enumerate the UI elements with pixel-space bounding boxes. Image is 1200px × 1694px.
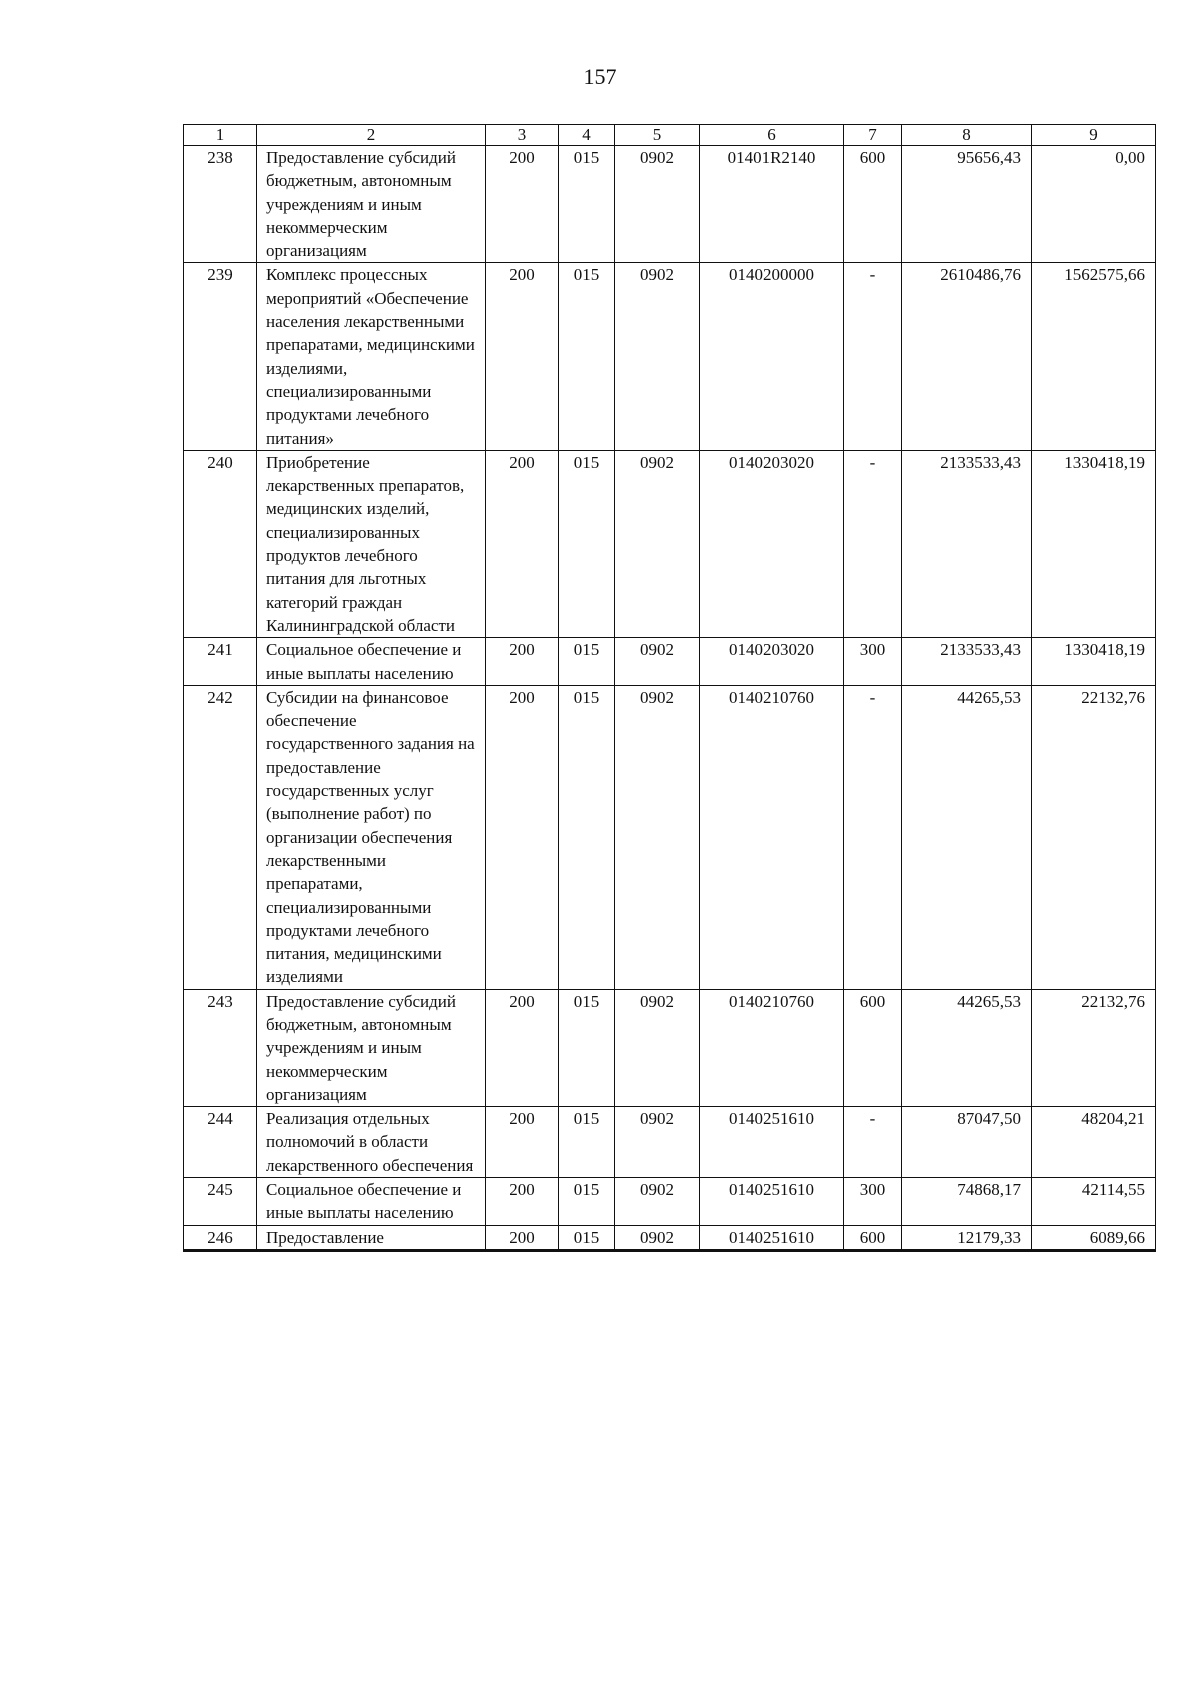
subsection-code-cell: 0902 <box>615 1178 700 1226</box>
section-code-cell: 015 <box>559 638 615 686</box>
executed-amount-cell: 1562575,66 <box>1032 263 1156 450</box>
executed-amount-cell: 42114,55 <box>1032 1178 1156 1226</box>
subsection-code-cell: 0902 <box>615 1225 700 1250</box>
target-article-cell: 0140251610 <box>700 1225 844 1250</box>
target-article-cell: 01401R2140 <box>700 146 844 263</box>
item-name-cell: Реализация отдельных полномочий в области лекарственного обеспечения <box>257 1107 486 1178</box>
section-code-cell: 015 <box>559 685 615 989</box>
executed-amount-cell: 1330418,19 <box>1032 638 1156 686</box>
subsection-code-cell: 0902 <box>615 263 700 450</box>
row-number-cell: 245 <box>184 1178 257 1226</box>
column-header: 6 <box>700 125 844 146</box>
ministry-code-cell: 200 <box>486 1107 559 1178</box>
planned-amount-cell: 95656,43 <box>902 146 1032 263</box>
item-name-cell: Комплекс процессных мероприятий «Обеспечение населения лекарственными препаратами, медицинскими изделиями, специализированными продуктами лечебного питания» <box>257 263 486 450</box>
planned-amount-cell: 44265,53 <box>902 685 1032 989</box>
page-number: 157 <box>583 64 617 89</box>
table-row <box>184 263 1156 450</box>
section-code-cell: 015 <box>559 1107 615 1178</box>
column-header: 8 <box>902 125 1032 146</box>
executed-amount-cell: 48204,21 <box>1032 1107 1156 1178</box>
column-header: 7 <box>844 125 902 146</box>
expense-type-cell: - <box>844 450 902 637</box>
table-header-row <box>184 125 1156 146</box>
table-row <box>184 989 1156 1106</box>
planned-amount-cell: 2610486,76 <box>902 263 1032 450</box>
item-name-cell: Социальное обеспечение и иные выплаты населению <box>257 1178 486 1226</box>
row-number-cell: 243 <box>184 989 257 1106</box>
column-header: 3 <box>486 125 559 146</box>
ministry-code-cell: 200 <box>486 263 559 450</box>
section-code-cell: 015 <box>559 450 615 637</box>
column-header: 1 <box>184 125 257 146</box>
section-code-cell: 015 <box>559 989 615 1106</box>
column-header: 9 <box>1032 125 1156 146</box>
table-row <box>184 638 1156 686</box>
subsection-code-cell: 0902 <box>615 685 700 989</box>
target-article-cell: 0140203020 <box>700 638 844 686</box>
row-number-cell: 244 <box>184 1107 257 1178</box>
target-article-cell: 0140210760 <box>700 685 844 989</box>
item-name-cell: Предоставление субсидий бюджетным, автономным учреждениям и иным некоммерческим организациям <box>257 989 486 1106</box>
expense-type-cell: 600 <box>844 146 902 263</box>
target-article-cell: 0140200000 <box>700 263 844 450</box>
target-article-cell: 0140251610 <box>700 1107 844 1178</box>
executed-amount-cell: 22132,76 <box>1032 989 1156 1106</box>
section-code-cell: 015 <box>559 1225 615 1250</box>
planned-amount-cell: 2133533,43 <box>902 450 1032 637</box>
expense-type-cell: - <box>844 1107 902 1178</box>
table-row <box>184 146 1156 263</box>
column-header: 5 <box>615 125 700 146</box>
planned-amount-cell: 74868,17 <box>902 1178 1032 1226</box>
subsection-code-cell: 0902 <box>615 146 700 263</box>
ministry-code-cell: 200 <box>486 685 559 989</box>
target-article-cell: 0140251610 <box>700 1178 844 1226</box>
table-row <box>184 685 1156 989</box>
subsection-code-cell: 0902 <box>615 989 700 1106</box>
subsection-code-cell: 0902 <box>615 638 700 686</box>
expense-type-cell: 300 <box>844 638 902 686</box>
column-header: 4 <box>559 125 615 146</box>
expense-type-cell: - <box>844 685 902 989</box>
planned-amount-cell: 44265,53 <box>902 989 1032 1106</box>
subsection-code-cell: 0902 <box>615 1107 700 1178</box>
item-name-cell: Приобретение лекарственных препаратов, медицинских изделий, специализированных продуктов лечебного питания для льготных категорий граждан Калининградской области <box>257 450 486 637</box>
ministry-code-cell: 200 <box>486 989 559 1106</box>
ministry-code-cell: 200 <box>486 146 559 263</box>
table-row <box>184 1107 1156 1178</box>
ministry-code-cell: 200 <box>486 450 559 637</box>
section-code-cell: 015 <box>559 263 615 450</box>
expense-type-cell: 300 <box>844 1178 902 1226</box>
ministry-code-cell: 200 <box>486 1178 559 1226</box>
expense-type-cell: 600 <box>844 1225 902 1250</box>
executed-amount-cell: 0,00 <box>1032 146 1156 263</box>
executed-amount-cell: 6089,66 <box>1032 1225 1156 1250</box>
budget-table <box>183 124 1156 1252</box>
planned-amount-cell: 87047,50 <box>902 1107 1032 1178</box>
row-number-cell: 238 <box>184 146 257 263</box>
ministry-code-cell: 200 <box>486 638 559 686</box>
row-number-cell: 241 <box>184 638 257 686</box>
expense-type-cell: 600 <box>844 989 902 1106</box>
expense-type-cell: - <box>844 263 902 450</box>
column-header: 2 <box>257 125 486 146</box>
item-name-cell: Субсидии на финансовое обеспечение государственного задания на предоставление государственных услуг (выполнение работ) по организации обеспечения лекарственными препаратами, специализированными продуктами лечебного питания, медицинскими изделиями <box>257 685 486 989</box>
table-row <box>184 450 1156 637</box>
target-article-cell: 0140203020 <box>700 450 844 637</box>
item-name-cell: Предоставление <box>257 1225 486 1250</box>
target-article-cell: 0140210760 <box>700 989 844 1106</box>
planned-amount-cell: 2133533,43 <box>902 638 1032 686</box>
row-number-cell: 240 <box>184 450 257 637</box>
row-number-cell: 239 <box>184 263 257 450</box>
row-number-cell: 242 <box>184 685 257 989</box>
planned-amount-cell: 12179,33 <box>902 1225 1032 1250</box>
section-code-cell: 015 <box>559 146 615 263</box>
table-row <box>184 1178 1156 1226</box>
table-row <box>184 1225 1156 1250</box>
executed-amount-cell: 22132,76 <box>1032 685 1156 989</box>
subsection-code-cell: 0902 <box>615 450 700 637</box>
item-name-cell: Предоставление субсидий бюджетным, автономным учреждениям и иным некоммерческим организациям <box>257 146 486 263</box>
ministry-code-cell: 200 <box>486 1225 559 1250</box>
executed-amount-cell: 1330418,19 <box>1032 450 1156 637</box>
item-name-cell: Социальное обеспечение и иные выплаты населению <box>257 638 486 686</box>
row-number-cell: 246 <box>184 1225 257 1250</box>
section-code-cell: 015 <box>559 1178 615 1226</box>
